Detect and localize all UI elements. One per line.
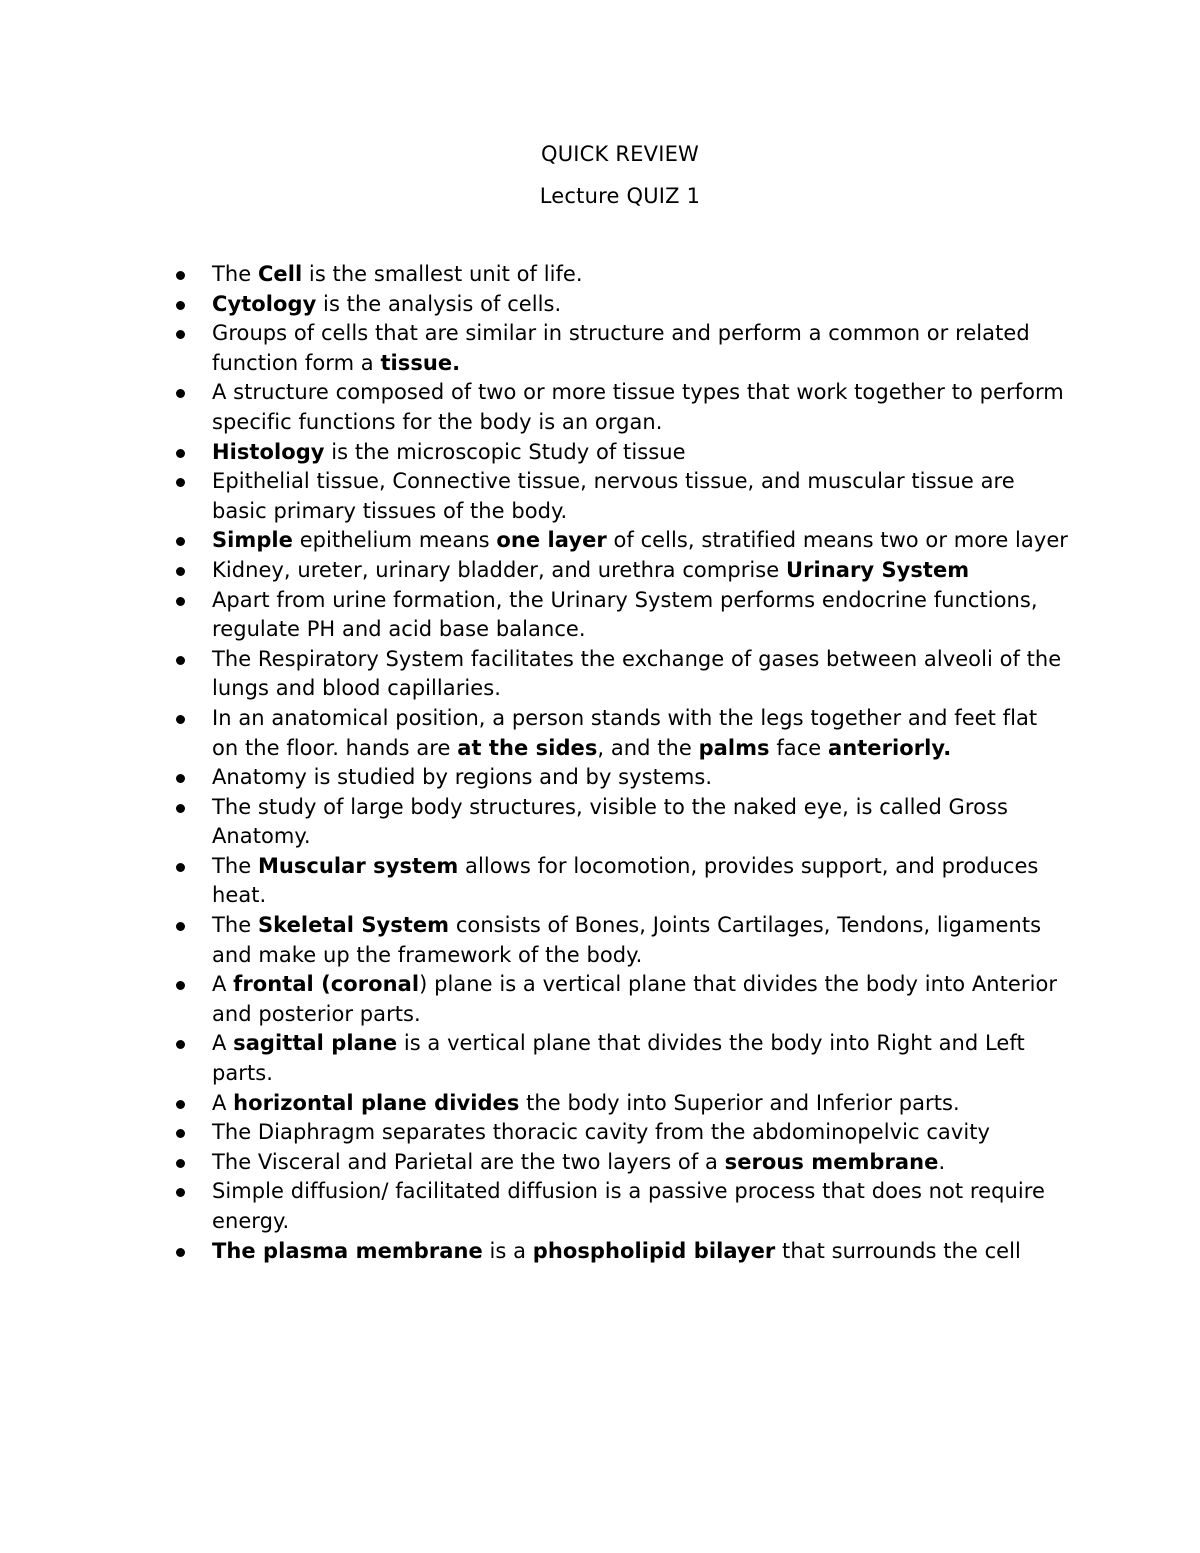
text-run: A: [212, 972, 234, 997]
text-run: In an anatomical position, a person stands with the legs together and feet flat on the floor. hands are: [212, 705, 1038, 760]
list-item: [170, 556, 1070, 586]
text-run: is a vertical plane that divides the body into Right and Left parts.: [212, 1031, 1025, 1086]
text-run: allows for locomotion, provides support, and produces heat.: [212, 853, 1039, 908]
list-item: [170, 1177, 1070, 1236]
text-run: epithelium means: [292, 528, 497, 553]
text-run: , and the: [597, 735, 699, 760]
text-run: the body into Superior and Inferior parts.: [519, 1090, 960, 1115]
bold-term: frontal (coronal: [233, 972, 420, 997]
text-run: Anatomy is studied by regions and by systems.: [212, 765, 713, 790]
text-run: The: [212, 262, 258, 286]
text-run: The study of large body structures, visible to the naked eye, is called Gross Anatomy.: [212, 794, 1008, 849]
bold-term: Cytology: [212, 291, 317, 316]
list-item: [170, 1118, 1070, 1148]
text-run: The Visceral and Parietal are the two layers of a: [212, 1149, 725, 1174]
list-item: [170, 793, 1070, 852]
bold-term: phospholipid bilayer: [532, 1238, 776, 1263]
bold-term: Histology: [212, 439, 325, 464]
list-item: [170, 763, 1070, 793]
list-item: [170, 1029, 1070, 1088]
bullet-dot-icon: [176, 1100, 185, 1109]
bullet-dot-icon: [176, 1129, 185, 1138]
text-run: consists of Bones, Joints Cartilages, Tendons, ligaments and make up the framework of the body.: [212, 913, 1042, 967]
bullet-dot-icon: [176, 804, 185, 813]
bold-term: one layer: [496, 528, 607, 553]
list-item: [170, 586, 1070, 645]
bullet-dot-icon: [176, 656, 185, 665]
bold-term: sagittal plane: [233, 1031, 398, 1056]
text-run: is the analysis of cells.: [316, 291, 562, 316]
list-item: [170, 378, 1070, 437]
bullet-dot-icon: [176, 922, 185, 931]
list-item: [170, 526, 1070, 556]
bullet-dot-icon: [176, 863, 185, 872]
bullet-dot-icon: [176, 1040, 185, 1049]
bullet-dot-icon: [176, 597, 185, 606]
list-item: [170, 1237, 1070, 1267]
list-item: [170, 704, 1070, 763]
list-item: [170, 911, 1070, 970]
text-run: Simple diffusion/ facilitated diffusion is a passive process that does not require energy.: [212, 1179, 1045, 1233]
text-run: is a: [482, 1238, 533, 1263]
bold-term: tissue.: [380, 350, 461, 375]
list-item: [170, 290, 1070, 320]
list-item: [170, 970, 1070, 1029]
bullet-dot-icon: [176, 271, 185, 280]
text-run: Apart from urine formation, the Urinary System performs endocrine functions, regulate PH and acid base balance.: [212, 587, 1038, 642]
text-run: that surrounds the cell: [775, 1238, 1021, 1263]
text-run: Groups of cells that are similar in structure and perform a common or related function form a: [212, 321, 1030, 375]
list-item: [170, 467, 1070, 526]
bullet-dot-icon: [176, 715, 185, 724]
list-item: [170, 1148, 1070, 1178]
text-run: face: [769, 735, 828, 760]
bold-term: horizontal plane divides: [233, 1090, 520, 1115]
list-item: [170, 438, 1070, 468]
list-item: [170, 852, 1070, 911]
document-title: QUICK REVIEW: [540, 142, 700, 166]
bold-term: anteriorly.: [828, 735, 952, 760]
text-run: is the microscopic Study of tissue: [324, 439, 686, 464]
bold-term: Simple: [212, 528, 293, 553]
text-run: Epithelial tissue, Connective tissue, nervous tissue, and muscular tissue are basic primary tissues of the body.: [212, 469, 1015, 523]
text-run: of cells, stratified means two or more layer: [606, 528, 1068, 553]
bullet-dot-icon: [176, 389, 185, 398]
list-item: [170, 1089, 1070, 1119]
bullet-list: [170, 260, 1070, 1266]
text-run: A structure composed of two or more tissue types that work together to perform specific functions for the body is an organ.: [212, 380, 1064, 434]
bullet-dot-icon: [176, 449, 185, 458]
bold-term: The plasma membrane: [212, 1238, 483, 1263]
text-run: is the smallest unit of life.: [302, 262, 583, 286]
bullet-dot-icon: [176, 981, 185, 990]
text-run: A: [212, 1031, 234, 1056]
list-item: [170, 645, 1070, 704]
bullet-dot-icon: [176, 567, 185, 576]
bold-term: palms: [698, 735, 770, 760]
text-run: .: [938, 1149, 946, 1174]
bullet-dot-icon: [176, 1248, 185, 1257]
text-run: The Respiratory System facilitates the exchange of gases between alveoli of the lungs and blood capillaries.: [212, 646, 1062, 701]
document-subtitle: Lecture QUIZ 1: [539, 184, 701, 208]
bullet-dot-icon: [176, 774, 185, 783]
bullet-dot-icon: [176, 301, 185, 310]
bullet-dot-icon: [176, 537, 185, 546]
bold-term: at the sides: [457, 735, 598, 760]
bullet-dot-icon: [176, 1188, 185, 1197]
text-run: The Diaphragm separates thoracic cavity from the abdominopelvic cavity: [212, 1120, 990, 1145]
bullet-dot-icon: [176, 478, 185, 487]
bold-term: Cell: [257, 262, 303, 286]
bold-term: serous membrane: [724, 1149, 939, 1174]
bold-term: Skeletal System: [257, 913, 450, 938]
bullet-dot-icon: [176, 1159, 185, 1168]
list-item: [170, 319, 1070, 378]
text-run: A: [212, 1090, 234, 1115]
bullet-dot-icon: [176, 330, 185, 339]
text-run: ) plane is a vertical plane that divides the body into Anterior and posterior parts.: [212, 972, 1058, 1026]
list-item: [170, 260, 1070, 290]
text-run: The: [212, 853, 258, 878]
text-run: The: [212, 913, 258, 938]
bold-term: Urinary System: [785, 557, 970, 582]
text-run: Kidney, ureter, urinary bladder, and urethra comprise: [212, 557, 786, 582]
bold-term: Muscular system: [257, 853, 459, 878]
